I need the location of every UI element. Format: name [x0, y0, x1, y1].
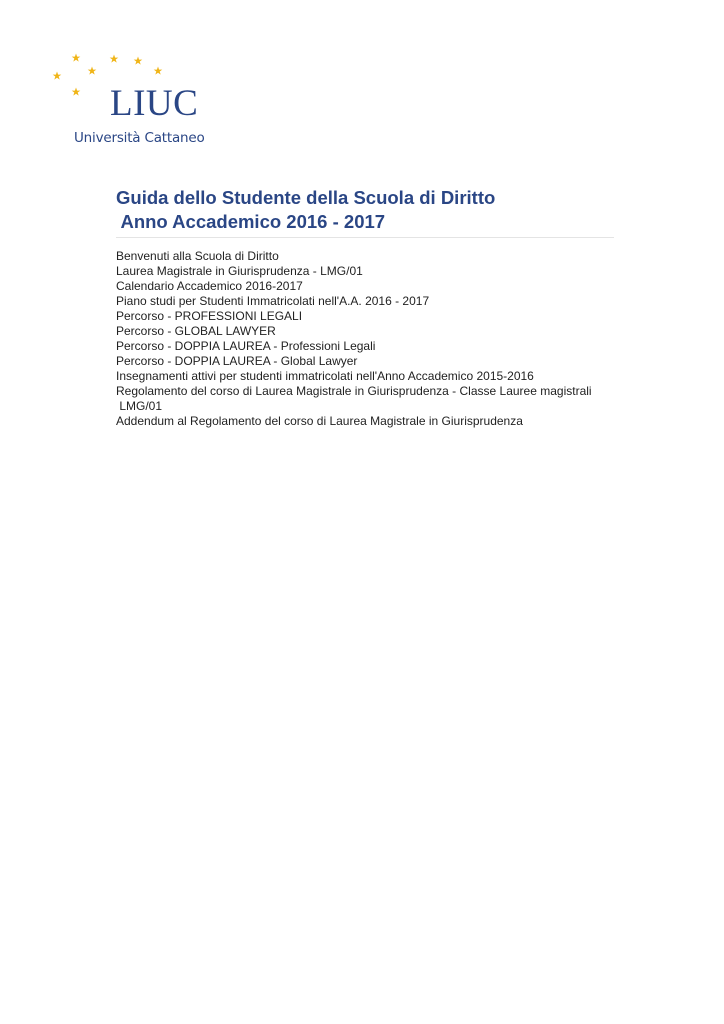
toc-item[interactable]: Laurea Magistrale in Giurisprudenza - LMG/01	[116, 264, 363, 278]
toc-item[interactable]: Addendum al Regolamento del corso di Laurea Magistrale in Giurisprudenza	[116, 414, 523, 428]
toc-item[interactable]: Piano studi per Studenti Immatricolati nell'A.A. 2016 - 2017	[116, 294, 430, 308]
star-icon	[72, 54, 81, 62]
table-of-contents	[116, 249, 626, 429]
star-icon	[53, 72, 62, 80]
title-line-2: Anno Accademico 2016 - 2017	[116, 211, 386, 232]
logo-subtitle: Università Cattaneo	[74, 130, 205, 146]
logo-wordmark: LIUC	[110, 83, 199, 124]
toc-item[interactable]: Percorso - GLOBAL LAWYER	[116, 324, 276, 338]
toc-item-continuation[interactable]: LMG/01	[116, 399, 163, 413]
university-logo	[52, 50, 212, 150]
toc-item[interactable]: Regolamento del corso di Laurea Magistrale in Giurisprudenza - Classe Lauree magistrali	[116, 384, 592, 398]
star-icon	[88, 67, 97, 75]
toc-item[interactable]: Percorso - DOPPIA LAUREA - Global Lawyer	[116, 354, 358, 368]
toc-item[interactable]: Benvenuti alla Scuola di Diritto	[116, 249, 279, 263]
page-title	[116, 186, 616, 234]
title-divider	[116, 237, 614, 238]
star-icon	[110, 55, 119, 63]
toc-item[interactable]: Percorso - PROFESSIONI LEGALI	[116, 309, 303, 323]
toc-item[interactable]: Percorso - DOPPIA LAUREA - Professioni Legali	[116, 339, 376, 353]
toc-item[interactable]: Insegnamenti attivi per studenti immatricolati nell'Anno Accademico 2015-2016	[116, 369, 534, 383]
star-icon	[134, 57, 143, 65]
title-line-1: Guida dello Studente della Scuola di Diritto	[116, 187, 496, 208]
star-icon	[154, 67, 163, 75]
toc-item[interactable]: Calendario Accademico 2016-2017	[116, 279, 303, 293]
star-icon	[72, 88, 81, 96]
